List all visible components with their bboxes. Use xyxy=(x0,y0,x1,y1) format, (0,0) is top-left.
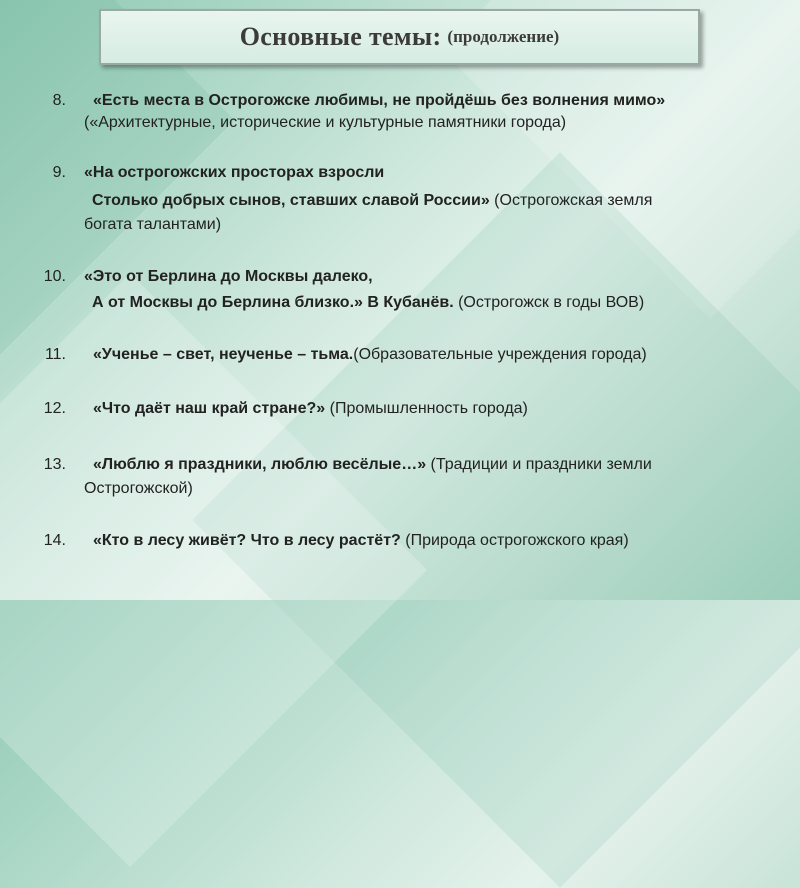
list-item-line: «Люблю я праздники, люблю весёлые…» (Традиции и праздники земли xyxy=(93,456,652,473)
slide-title: Основные темы: xyxy=(239,22,442,51)
list-item-line: А от Москвы до Берлина близко.» В Кубанёв. (Острогожск в годы ВОВ) xyxy=(92,294,645,311)
list-number: 10. xyxy=(43,268,66,285)
list-item-line: «Есть места в Острогожске любимы, не пройдёшь без волнения мимо» xyxy=(93,92,666,109)
list-item-line: «Ученье – свет, неученье – тьма.(Образовательные учреждения города) xyxy=(93,346,647,363)
list-item-line: Столько добрых сынов, ставших славой России» (Острогожская земля xyxy=(92,192,653,209)
list-item-line: «На острогожских просторах взросли xyxy=(84,164,385,181)
list-number: 12. xyxy=(43,400,66,417)
list-item-line: («Архитектурные, исторические и культурные памятники города) xyxy=(84,114,567,131)
list-item-line: богата талантами) xyxy=(84,216,222,233)
list-number: 11. xyxy=(44,346,66,363)
list-number: 14. xyxy=(43,532,66,549)
list-number: 9. xyxy=(52,164,66,181)
list-item-line: «Что даёт наш край стране?» (Промышленность города) xyxy=(93,400,528,417)
list-item-line: «Кто в лесу живёт? Что в лесу растёт? (Природа острогожского края) xyxy=(93,532,629,549)
list-item-line: Острогожской) xyxy=(84,480,193,497)
list-number: 8. xyxy=(52,92,66,109)
list-item-line: «Это от Берлина до Москвы далеко, xyxy=(84,268,373,285)
list-number: 13. xyxy=(43,456,66,473)
slide-subtitle: (продолжение) xyxy=(447,27,560,46)
